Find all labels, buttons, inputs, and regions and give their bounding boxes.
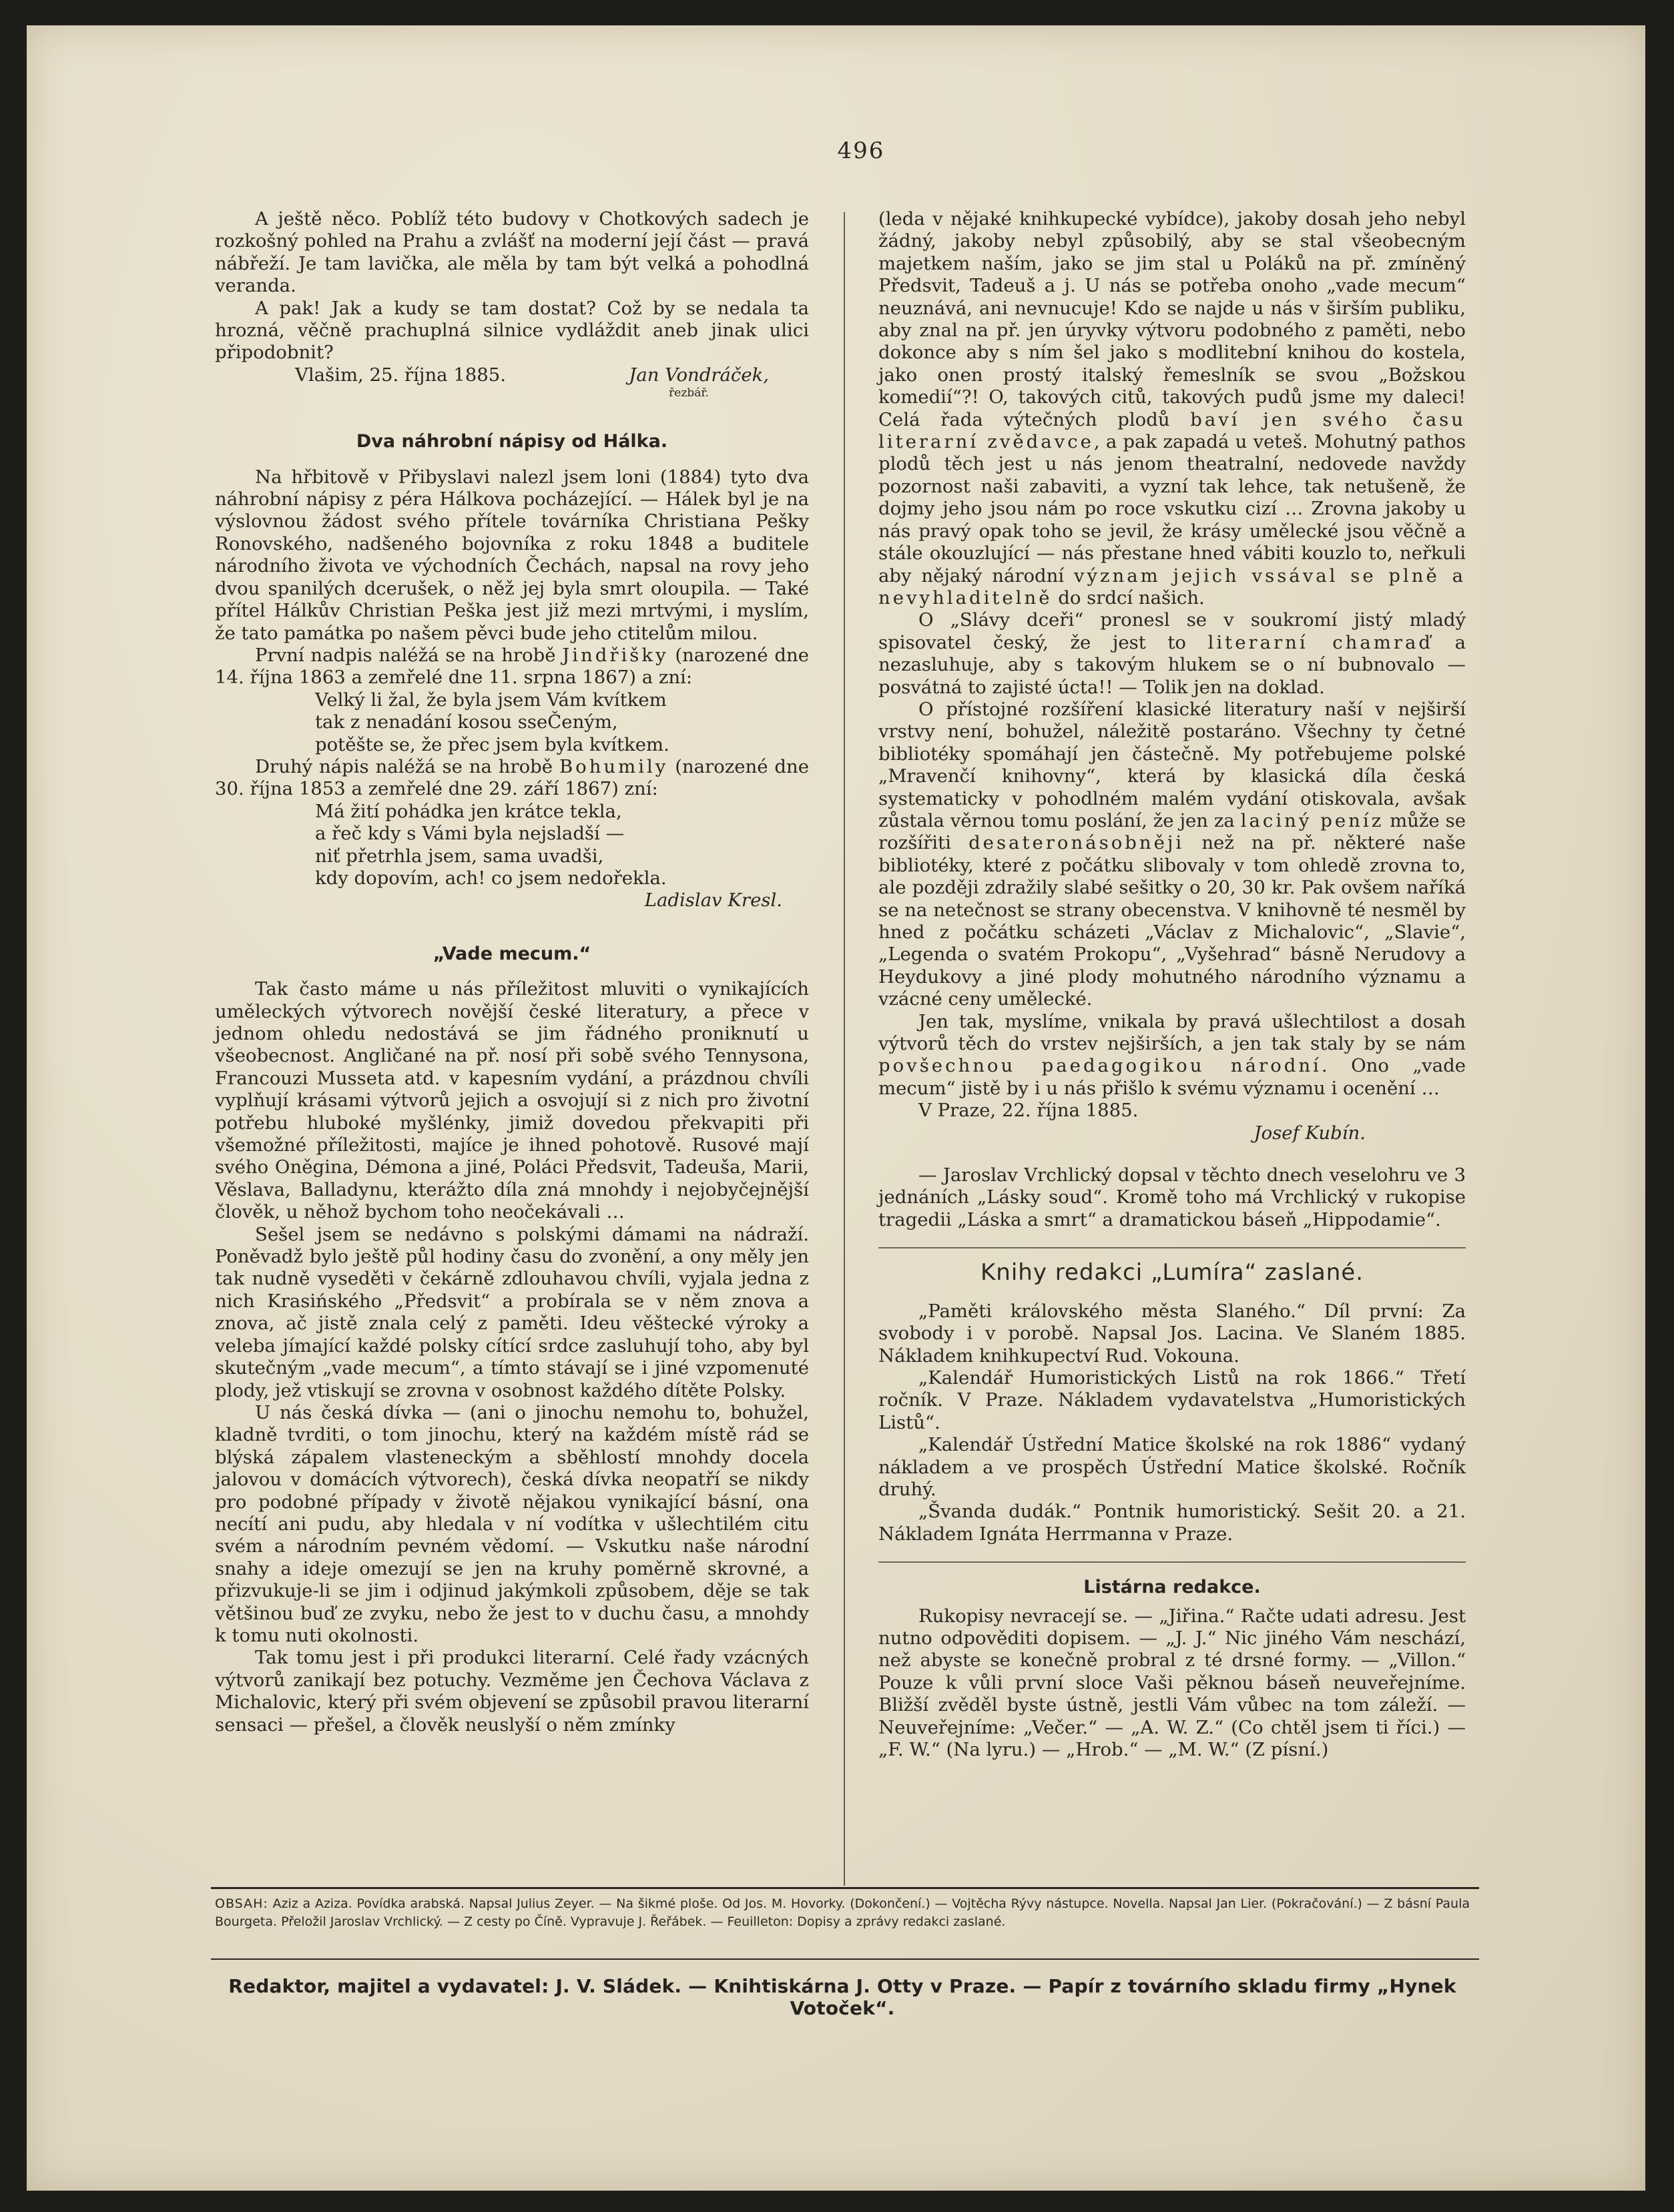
epitaphs-heading: Dva náhrobní nápisy od Hálka. <box>356 431 668 452</box>
verse-line: kdy dopovím, ach! co jsem nedořekla. <box>315 867 667 889</box>
vade-paragraph-3: U nás česká dívka — (ani o jinochu nemohu to, bohužel, kladně tvrditi, o tom jinochu, který na každém místě rád se blýská zápalem vlasteneckým a sběhlostí mnohdy docela jalovou v domácích výtvorech), česká dívka neopatří se nikdy pro podobné případy v životě nějakou vynikající básní, ona necítí ani pudu, aby hledala v ní vodítka v ušlechtilém citu svém a národním pevném vědomí. — Vskutku naše národní snahy a ideje omezují se jen na kruhy poměrně skrovné, a přizvukuje-li se jim i odjinud jakýmkoli způsobem, děje se tak většinou buď ze zvyku, nebo že jest to v duchu času, a mnohdy k tomu nuti okolnosti. <box>215 1401 809 1646</box>
vade-paragraph-2: Sešel jsem se nedávno s polskými dámami na nádraží. Poněvadž bylo ještě půl hodiny času do zvonění, a ony měly jen tak nudně vyseděti v čekárně zdlouhavou chvíli, vyjala jedna z nich Krasińského „Předsvit“ a probírala se v něm znova a znova, ač jistě znala celý z paměti. Ideu věštecké výroky a veleba jímající každé polsky cítící srdce zasluhují toho, aby byl skutečným „vade mecum“, a tímto stávají se i jiné vzpomenuté plody, jež vtiskují se zrovna v osobnost každého dítěte Polsky. <box>215 1223 809 1401</box>
verse-line: potěšte se, že přec jsem byla kvítkem. <box>315 733 669 755</box>
vade-cont-text: O „Slávy dceři“ pronesl se v soukromí jistý mladý spisovatel český, že jest to <box>878 609 1466 653</box>
vade-paragraph-1: Tak často máme u nás příležitost mluviti o vynikajících uměleckých výtvorech novější české literatury, a přece v jednom ohledu nedostává se jim řádného proniknutí u všeobecnost. Angličané na př. nosí při sobě svého Tennysona, Francouzi Musseta atd. v kapesním vydání, a prázdnou chvíli vyplňují krásami výtvorů jejich a osvojují si z nich pro životní potřebu hluboké myšlénky, jimiž dovedou překvapiti při všemožné příležitosti, majíce je ihned pohotově. Rusové mají svého Oněgina, Démona a jiné, Poláci Předsvit, Tadeuša, Marii, Věslava, Balladynu, kterážto díla zná mnohdy i nejobyčejnější člověk, u něhož bychom toho neočekávali … <box>215 978 809 1223</box>
vade-cont-text: O přístojné rozšíření klasické literatury naší v nejširší vrstvy není, bohužel, náležitě postaráno. Všechny ty četné bibliotéky spomáhají jen částečně. My potřebujeme polské „Mravenčí knihovny“, která by klasická díla česká systematicky v pohodlném malém vydání otiskovala, avšak zůstala věrnou tomu poslání, že jen za <box>878 698 1466 831</box>
vade-cont-text: než na př. některé naše bibliotéky, které z počátku slibovaly v tom ohledě zrovna to, ale později zdražily slabé sešitky o 20, 30 kr. Pak ovšem naříká se na netečnost se strany obecenstva. V knihovně té nesměl by hned z počátku scházeti „Václav z Michalovic“, „Slavie“, „Legenda o svatém Prokopu“, „Vyšehrad“ básně Nerudovy a Heydukovy a jiné plody mohutného národního významu a vzácné ceny umělecké. <box>878 832 1466 1010</box>
epitaph-verse-2 <box>215 801 809 890</box>
epitaphs-p3-text: Druhý nápis naléžá se na hrobě <box>255 755 559 777</box>
vade-cont-text: , a pak zapadá u veteš. Mohutný pathos plodů těch jest u nás jenom theatralní, nedovede navždy pozornost naši zabaviti, a vyzní tak lehce, tak netušeně, že dojmy jeho jsou nám po roce vskutku cizí … Zrovna jakoby u nás pravý opak toho se jevil, že krásy umělecké jsou věčně a stále okouzlující — nás přestane hned vábiti kouzlo to, neřkuli aby nějaký národní <box>878 431 1466 587</box>
book-item: „Kalendář Ústřední Matice školské na rok 1886“ vydaný nákladem a ve prospěch Ústřední Matice školské. Ročník druhý. <box>878 1434 1466 1500</box>
contents-rule-bottom <box>211 1958 1479 1960</box>
vade-cont-spaced-text: desateronásobněji <box>968 832 1185 854</box>
book-item: „Švanda dudák.“ Pontnik humoristický. Sešit 20. a 21. Nákladem Ignáta Herrmanna v Praze. <box>878 1501 1466 1545</box>
contents-label: OBSAH: <box>215 1896 268 1911</box>
verse-line: tak z nenadání kosou sseČeným, <box>315 711 618 733</box>
vade-cont-text: (leda v nějaké knihkupecké vybídce), jakoby dosah jeho nebyl žádný, jakoby nebyl způsobilý, aby se stal všeobecným majetkem naším, jako se jim stal u Poláků na př. zmíněný Předsvit, Tadeuš a j. U nás se potřeba onoho „vade mecum“ neuznává, ani nevnucuje! Kdo se najde u nás v širším publiku, aby znal na př. jen úryvky výtvoru podobného z paměti, nebo dokonce aby s ním šel jako s modlitební knihou do kostela, jako onen prostý italský řemeslník se svou „Božskou komedií“?! O, takových citů, takových pudů jsme my daleci! Celá řada výtečných plodů <box>878 208 1466 430</box>
epitaphs-paragraph-3 <box>215 756 809 801</box>
vade-cont-text: do srdcí našich. <box>1052 587 1205 609</box>
letter-signature-row <box>215 364 809 386</box>
verse-line: Velký li žal, že byla jsem Vám kvítkem <box>315 689 667 711</box>
left-column <box>215 208 809 1736</box>
listarna-heading: Listárna redakce. <box>1083 1577 1261 1598</box>
vade-cont-paragraph-4 <box>878 1011 1466 1100</box>
vade-cont-spaced-text: laciný peníz <box>1240 809 1384 831</box>
vade-cont-text: a nezasluhuje, aby s takovým hlukem se o ní bubnovalo — posvátná to zajisté úcta!! — Tolik jen na doklad. <box>878 631 1466 698</box>
epitaphs-name-bohumila: Bohumily <box>559 755 669 777</box>
right-column <box>878 208 1466 1761</box>
epitaphs-paragraph-1: Na hřbitově v Přibyslavi nalezl jsem loni (1884) tyto dva náhrobní nápisy z péra Hálkova pocházející. — Hálek byl je na výslovnou žádost svého přítele továrníka Christiana Pešky Ronovského, nadšeného bojovníka z roku 1848 a buditele národního života ve východních Čechách, napsal na rovy jeho dvou spanilých dcerušek, o něž jej byla smrt oloupila. — Také přítel Hálkův Christian Peška jest již mezi mrtvými, i myslím, že tato památka po našem pěvci bude jeho ctitelům milou. <box>215 466 809 644</box>
verse-line: niť přetrhla jsem, sama uvadši, <box>315 845 604 867</box>
epitaphs-p3-text-end: (narozené dne 30. října 1853 a zemřelé dne 29. září 1867) zní: <box>215 755 809 800</box>
letter-author: Jan Vondráček, <box>629 364 769 386</box>
contents-text: Aziz a Aziza. Povídka arabská. Napsal Julius Zeyer. — Na šikmé ploše. Od Jos. M. Hovorky. (Dokončení.) — Vojtěcha Rývy nástupce. Novella. Napsal Jan Lier. (Pokračování.) — Z básní Paula Bourgeta. Přeložil Jaroslav Vrchlický. — Z cesty po Číně. Vypravuje J. Řeřábek. — Feuilleton: Dopisy a zprávy redakci zaslané. <box>215 1896 1470 1929</box>
verse-line: Má žití pohádka jen krátce tekla, <box>315 800 622 822</box>
section-rule <box>878 1561 1466 1563</box>
page-number: 496 <box>837 137 885 164</box>
vade-cont-spaced-text: povšechnou paedagogikou národní <box>878 1055 1322 1077</box>
vade-cont-spaced-text: literarní chamraď <box>1207 631 1434 653</box>
listarna-text: Rukopisy nevracejí se. — „Jiřina.“ Račte udati adresu. Jest nutno odpověditi dopisem. — „J. J.“ Nic jiného Vám neschází, než abyste se konečně probral z té drsné formy. — „Villon.“ Pouze k vůli první sloce Vaši pěknou báseň neuveřejníme. Bližší zvěděl byste ústně, jestli Vám vůbec na tom záleží. — Neuveřejníme: „Večer.“ — „A. W. Z.“ (Co chtěl jsem ti říci.) — „F. W.“ (Na lyru.) — „Hrob.“ — „M. W.“ (Z písní.) <box>878 1605 1466 1760</box>
letter-paragraph-1: A ještě něco. Poblíž této budovy v Chotkových sadech je rozkošný pohled na Prahu a zvlášť na moderní její část — pravá nábřeží. Je tam lavička, ale měla by tam být velká a pohodlná veranda. <box>215 208 809 297</box>
vade-cont-text: Jen tak, myslíme, vnikala by pravá ušlechtilost a dosah výtvorů těch do vrstev nejširších, a jen tak staly by se nám <box>878 1010 1466 1055</box>
book-item: „Kalendář Humoristických Listů na rok 1866.“ Třetí ročník. V Praze. Nákladem vydavatelstva „Humoristických Listů“. <box>878 1367 1466 1433</box>
spacer <box>878 1144 1466 1164</box>
vade-paragraph-4: Tak tomu jest i při produkci literarní. Celé řady vzácných výtvorů zanikají bez potuchy. Vezměme jen Čechova Václava z Michalovic, který při svém objevení se způsobil pravou literarní sensaci — přešel, a člověk neuslyší o něm zmínky <box>215 1647 809 1736</box>
letter-paragraph-2: A pak! Jak a kudy se tam dostat? Což by se nedala ta hrozná, věčně prachuplná silnice vydláždit aneb jinak ulici připodobnit? <box>215 297 809 364</box>
epitaphs-paragraph-2 <box>215 645 809 689</box>
vade-cont-text: . Ono „vade mecum“ jistě by i u nás přišlo k svému významu i ocenění … <box>878 1055 1466 1099</box>
epitaphs-signature: Ladislav Kresl. <box>644 889 782 911</box>
imprint-footer: Redaktor, majitel a vydavatel: J. V. Sládek. — Knihtiskárna J. Otty v Praze. — Papír z továrního skladu firmy „Hynek Votoček“. <box>228 1975 1456 2019</box>
vade-cont-paragraph-1 <box>878 208 1466 609</box>
letter-author-role: řezbář. <box>669 386 709 400</box>
news-paragraph: — Jaroslav Vrchlický dopsal v těchto dnech veselohru ve 3 jednáních „Lásky soud“. Kromě toho má Vrchlický v rukopise tragedii „Láska a smrt“ a dramatickou báseň „Hippodamie“. <box>878 1164 1466 1230</box>
vade-cont-place-date: V Praze, 22. října 1885. <box>918 1100 1139 1122</box>
vade-cont-text: může se rozšířiti <box>878 809 1466 854</box>
epitaph-verse-1 <box>215 689 809 756</box>
vade-cont-paragraph-2 <box>878 609 1466 699</box>
section-rule <box>878 1247 1466 1248</box>
books-heading: Knihy redakci „Lumíra“ zaslané. <box>980 1259 1364 1286</box>
verse-line: a řeč kdy s Vámi byla nejsladší — <box>315 823 625 845</box>
vade-cont-spaced-text: význam jejich vssával se plně a nevyhladitelně <box>878 565 1466 609</box>
vade-mecum-heading: „Vade mecum.“ <box>433 943 591 964</box>
contents-block <box>215 1895 1470 1931</box>
contents-rule-top <box>211 1887 1479 1889</box>
vade-cont-spaced-text: baví jen svého času literarní zvědavce <box>878 408 1466 453</box>
column-divider <box>844 212 845 1886</box>
vade-cont-paragraph-3 <box>878 699 1466 1011</box>
book-item: „Paměti královského města Slaného.“ Díl první: Za svobody i v porobě. Napsal Jos. Lacina. Ve Slaném 1885. Nákladem knihkupectví Rud. Vokouna. <box>878 1300 1466 1367</box>
letter-place-date: Vlašim, 25. října 1885. <box>295 364 507 386</box>
epitaphs-name-jindriska: Jindřišky <box>562 644 669 666</box>
epitaphs-p2-text: První nadpis naléžá se na hrobě <box>255 644 563 666</box>
vade-signature: Josef Kubín. <box>1253 1122 1366 1144</box>
epitaphs-p2-text-end: (narozené dne 14. října 1863 a zemřelé dne 11. srpna 1867) a zní: <box>215 644 809 689</box>
